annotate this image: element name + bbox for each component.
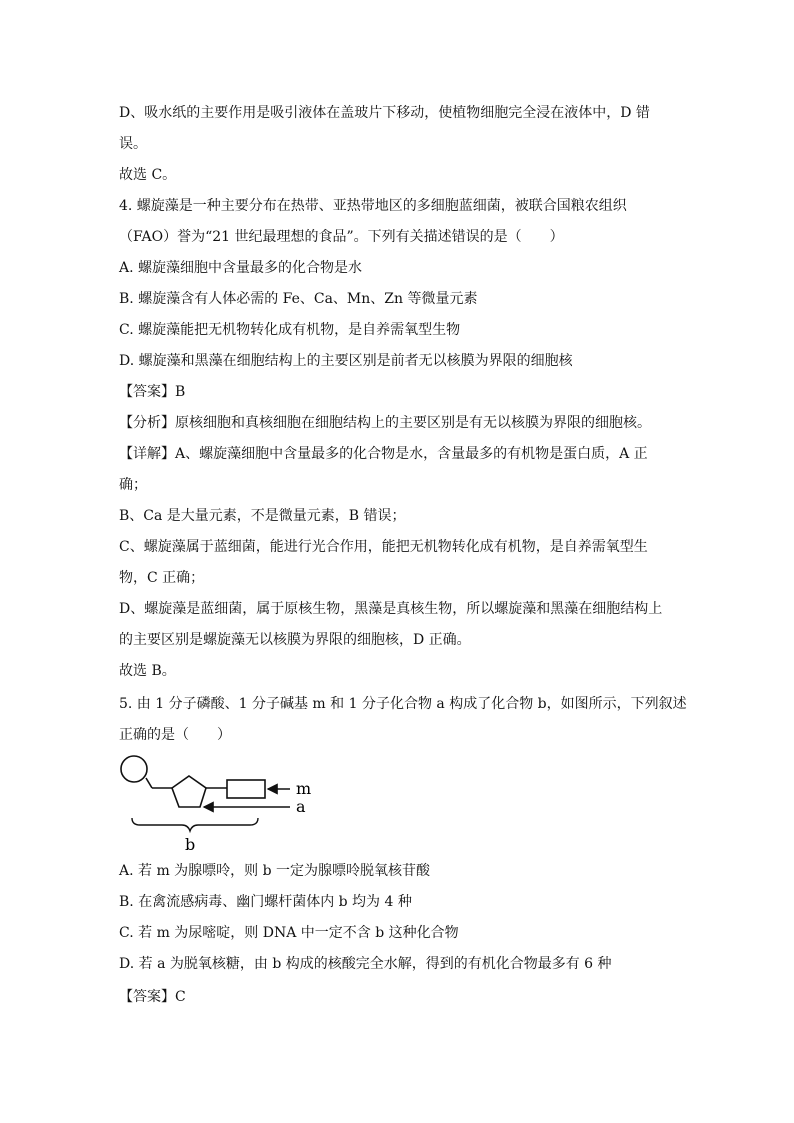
question-4-stem: 4. 螺旋藻是一种主要分布在热带、亚热带地区的多细胞蓝细菌，被联合国粮农组织 <box>119 198 627 214</box>
label-m: m <box>296 779 312 798</box>
explanation: B、Ca 是大量元素，不是微量元素，B 错误； <box>119 508 406 524</box>
text-line: 误。 <box>119 136 147 152</box>
option-d: D. 螺旋藻和黑藻在细胞结构上的主要区别是前者无以核膜为界限的细胞核 <box>119 353 573 369</box>
answer: 【答案】B <box>119 384 186 400</box>
explanation: C、螺旋藻属于蓝细菌，能进行光合作用，能把无机物转化成有机物，是自养需氧型生 <box>119 539 648 555</box>
option-a: A. 螺旋藻细胞中含量最多的化合物是水 <box>119 260 363 276</box>
option-c: C. 若 m 为尿嘧啶，则 DNA 中一定不含 b 这种化合物 <box>119 925 459 941</box>
option-b: B. 在禽流感病毒、幽门螺杆菌体内 b 均为 4 种 <box>119 894 412 910</box>
question-4-stem: （FAO）誉为“21 世纪最理想的食品”。下列有关描述错误的是（ ） <box>119 229 564 245</box>
base-rectangle <box>227 780 265 798</box>
label-b: b <box>185 835 196 854</box>
answer: 【答案】C <box>119 989 186 1005</box>
option-b: B. 螺旋藻含有人体必需的 Fe、Ca、Mn、Zn 等微量元素 <box>119 291 478 307</box>
option-c: C. 螺旋藻能把无机物转化成有机物，是自养需氧型生物 <box>119 322 461 338</box>
text-line: D、吸水纸的主要作用是吸引液体在盖玻片下移动，使植物细胞完全浸在液体中，D 错 <box>119 105 650 121</box>
option-a: A. 若 m 为腺嘌呤，则 b 一定为腺嘌呤脱氧核苷酸 <box>119 863 431 879</box>
phosphate-bond-line <box>146 778 152 788</box>
question-5-stem: 正确的是（ ） <box>119 727 231 743</box>
nucleotide-diagram <box>118 752 328 856</box>
explanation: 确； <box>119 477 147 493</box>
explanation: D、螺旋藻是蓝细菌，属于原核生物，黑藻是真核生物，所以螺旋藻和黑藻在细胞结构上 <box>119 601 663 617</box>
text-line: 故选 B。 <box>119 663 176 679</box>
text-line: 故选 C。 <box>119 167 177 183</box>
phosphate-circle <box>121 756 147 782</box>
analysis: 【分析】原核细胞和真核细胞在细胞结构上的主要区别是有无以核膜为界限的细胞核。 <box>119 415 651 431</box>
question-5-stem: 5. 由 1 分子磷酸、1 分子碱基 m 和 1 分子化合物 a 构成了化合物 b，如图所示，下列叙述 <box>119 696 687 712</box>
explanation: 【详解】A、螺旋藻细胞中含量最多的化合物是水，含量最多的有机物是蛋白质，A 正 <box>119 446 648 462</box>
explanation: 的主要区别是螺旋藻无以核膜为界限的细胞核，D 正确。 <box>119 632 471 648</box>
option-d: D. 若 a 为脱氧核糖，由 b 构成的核酸完全水解，得到的有机化合物最多有 6 种 <box>119 956 612 972</box>
pentose-pentagon <box>172 776 206 807</box>
brace-b <box>132 818 258 831</box>
label-a: a <box>296 797 306 816</box>
explanation: 物，C 正确； <box>119 570 205 586</box>
